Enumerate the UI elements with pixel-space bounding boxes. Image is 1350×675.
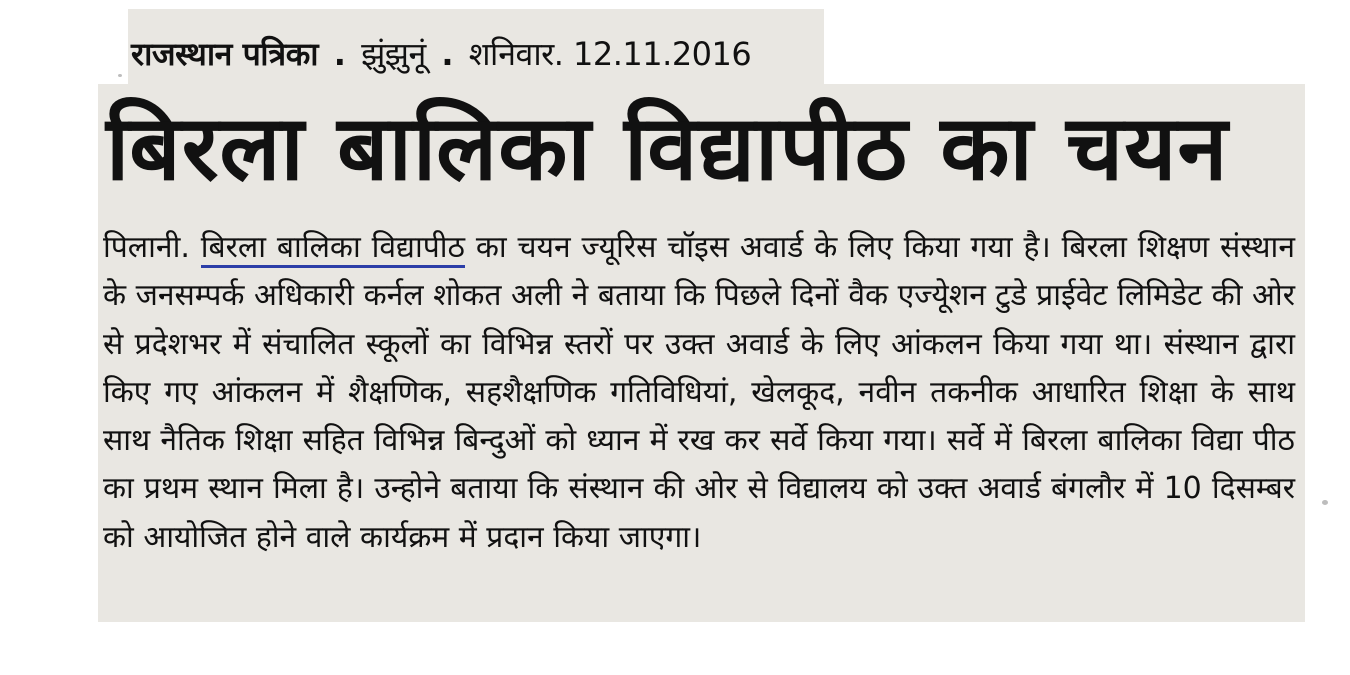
article-headline: बिरला बालिका विद्यापीठ का चयन (106, 96, 1229, 201)
masthead-separator: . (441, 35, 454, 73)
article-clipping (98, 84, 1305, 622)
scan-speck (1322, 500, 1328, 505)
masthead-separator: . (333, 35, 346, 73)
underlined-school-name: बिरला बालिका विद्यापीठ (201, 230, 465, 268)
scan-speck (118, 74, 122, 77)
article-body (103, 224, 1295, 562)
publication-name: राजस्थान पत्रिका (131, 35, 319, 73)
dateline: पिलानी. (103, 230, 190, 265)
day-date: शनिवार. 12.11.2016 (468, 35, 752, 73)
article-paragraph (103, 224, 1295, 562)
article-body-text: का चयन ज्यूरिस चॉइस अवार्ड के लिए किया गया है। बिरला शिक्षण संस्थान के जनसम्पर्क अधिकारी कर्नल शोकत अली ने बताया कि पिछले दिनों वैक एज्यूेशन टुडे प्राईवेट लिमिडेट की ओर से प्रदेशभर में संचालित स्कूलों का विभिन्न स्तरों पर उक्त अवार्ड के लिए आंकलन किया गया था। संस्थान द्वारा किए गए आंकलन में शैक्षणिक, सहशैक्षणिक गतिविधियां, खेलकूद, नवीन तकनीक आधारित शिक्षा के साथ साथ नैतिक शिक्षा सहित विभिन्न बिन्दुओं को ध्यान में रख कर सर्वे किया गया। सर्वे में बिरला बालिका विद्या पीठ का प्रथम स्थान मिला है। उन्होने बताया कि संस्थान की ओर से विद्यालय को उक्त अवार्ड बंगलौर में 10 दिसम्बर को आयोजित होने वाले कार्यक्रम में प्रदान किया जाएगा। (103, 230, 1295, 555)
masthead-line (131, 32, 751, 75)
edition-city: झुंझुनूं (361, 35, 426, 73)
masthead-clipping (128, 9, 824, 91)
